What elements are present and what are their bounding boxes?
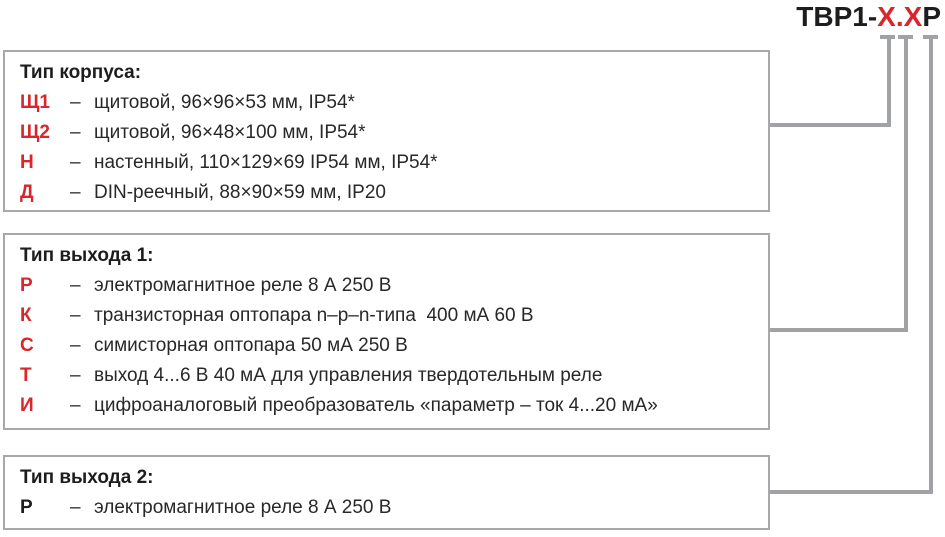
dash-separator: – bbox=[70, 122, 81, 143]
product-code-suffix: Р bbox=[922, 1, 941, 32]
output2-type-box bbox=[3, 455, 770, 530]
dash-separator: – bbox=[70, 275, 81, 296]
option-row bbox=[20, 118, 756, 148]
product-code-prefix: ТВР1- bbox=[796, 1, 878, 32]
option-code: Т bbox=[20, 365, 32, 386]
option-description: DIN-реечный, 88×90×59 мм, IP20 bbox=[94, 182, 386, 203]
dash-separator: – bbox=[70, 395, 81, 416]
connector-horizontal-housing bbox=[770, 123, 891, 127]
option-description: электромагнитное реле 8 А 250 В bbox=[94, 497, 392, 518]
option-code: Щ2 bbox=[20, 122, 50, 143]
option-description: настенный, 110×129×69 IP54 мм, IP54* bbox=[94, 152, 438, 173]
connector-horizontal-output1 bbox=[770, 328, 908, 332]
output1-type-box bbox=[3, 233, 770, 430]
dash-separator: – bbox=[70, 305, 81, 326]
housing-type-heading: Тип корпуса: bbox=[20, 62, 142, 83]
connector-vertical-housing bbox=[887, 35, 891, 127]
option-code: Р bbox=[20, 275, 33, 296]
connector-horizontal-output2 bbox=[770, 490, 933, 494]
dash-separator: – bbox=[70, 335, 81, 356]
option-row bbox=[20, 88, 756, 118]
option-row bbox=[20, 493, 756, 523]
option-description: щитовой, 96×48×100 мм, IP54* bbox=[94, 122, 366, 143]
output1-type-heading: Тип выхода 1: bbox=[20, 245, 154, 266]
housing-type-box bbox=[3, 50, 770, 212]
option-code: Р bbox=[20, 497, 33, 518]
option-description: щитовой, 96×96×53 мм, IP54* bbox=[94, 92, 355, 113]
option-row bbox=[20, 148, 756, 178]
option-description: выход 4...6 В 40 мА для управления твердотельным реле bbox=[94, 365, 603, 386]
product-code-variable: X.X bbox=[877, 1, 923, 32]
option-row bbox=[20, 178, 756, 208]
option-code: С bbox=[20, 335, 34, 356]
option-row bbox=[20, 271, 756, 301]
option-row bbox=[20, 391, 756, 421]
option-row bbox=[20, 301, 756, 331]
option-code: И bbox=[20, 395, 34, 416]
connector-vertical-output2 bbox=[929, 35, 933, 494]
dash-separator: – bbox=[70, 182, 81, 203]
option-description: транзисторная оптопара n–p–n-типа 400 мА 60 В bbox=[94, 305, 534, 326]
option-code: Н bbox=[20, 152, 34, 173]
option-description: цифроаналоговый преобразователь «параметр – ток 4...20 мА» bbox=[94, 395, 658, 416]
dash-separator: – bbox=[70, 152, 81, 173]
dash-separator: – bbox=[70, 365, 81, 386]
output2-type-heading: Тип выхода 2: bbox=[20, 467, 154, 488]
option-description: электромагнитное реле 8 А 250 В bbox=[94, 275, 392, 296]
connector-vertical-output1 bbox=[904, 35, 908, 332]
option-row bbox=[20, 361, 756, 391]
product-code-title bbox=[796, 0, 941, 34]
dash-separator: – bbox=[70, 497, 81, 518]
option-code: К bbox=[20, 305, 32, 326]
option-description: симисторная оптопара 50 мА 250 В bbox=[94, 335, 408, 356]
option-row bbox=[20, 331, 756, 361]
option-code: Щ1 bbox=[20, 92, 50, 113]
dash-separator: – bbox=[70, 92, 81, 113]
option-code: Д bbox=[20, 182, 34, 203]
